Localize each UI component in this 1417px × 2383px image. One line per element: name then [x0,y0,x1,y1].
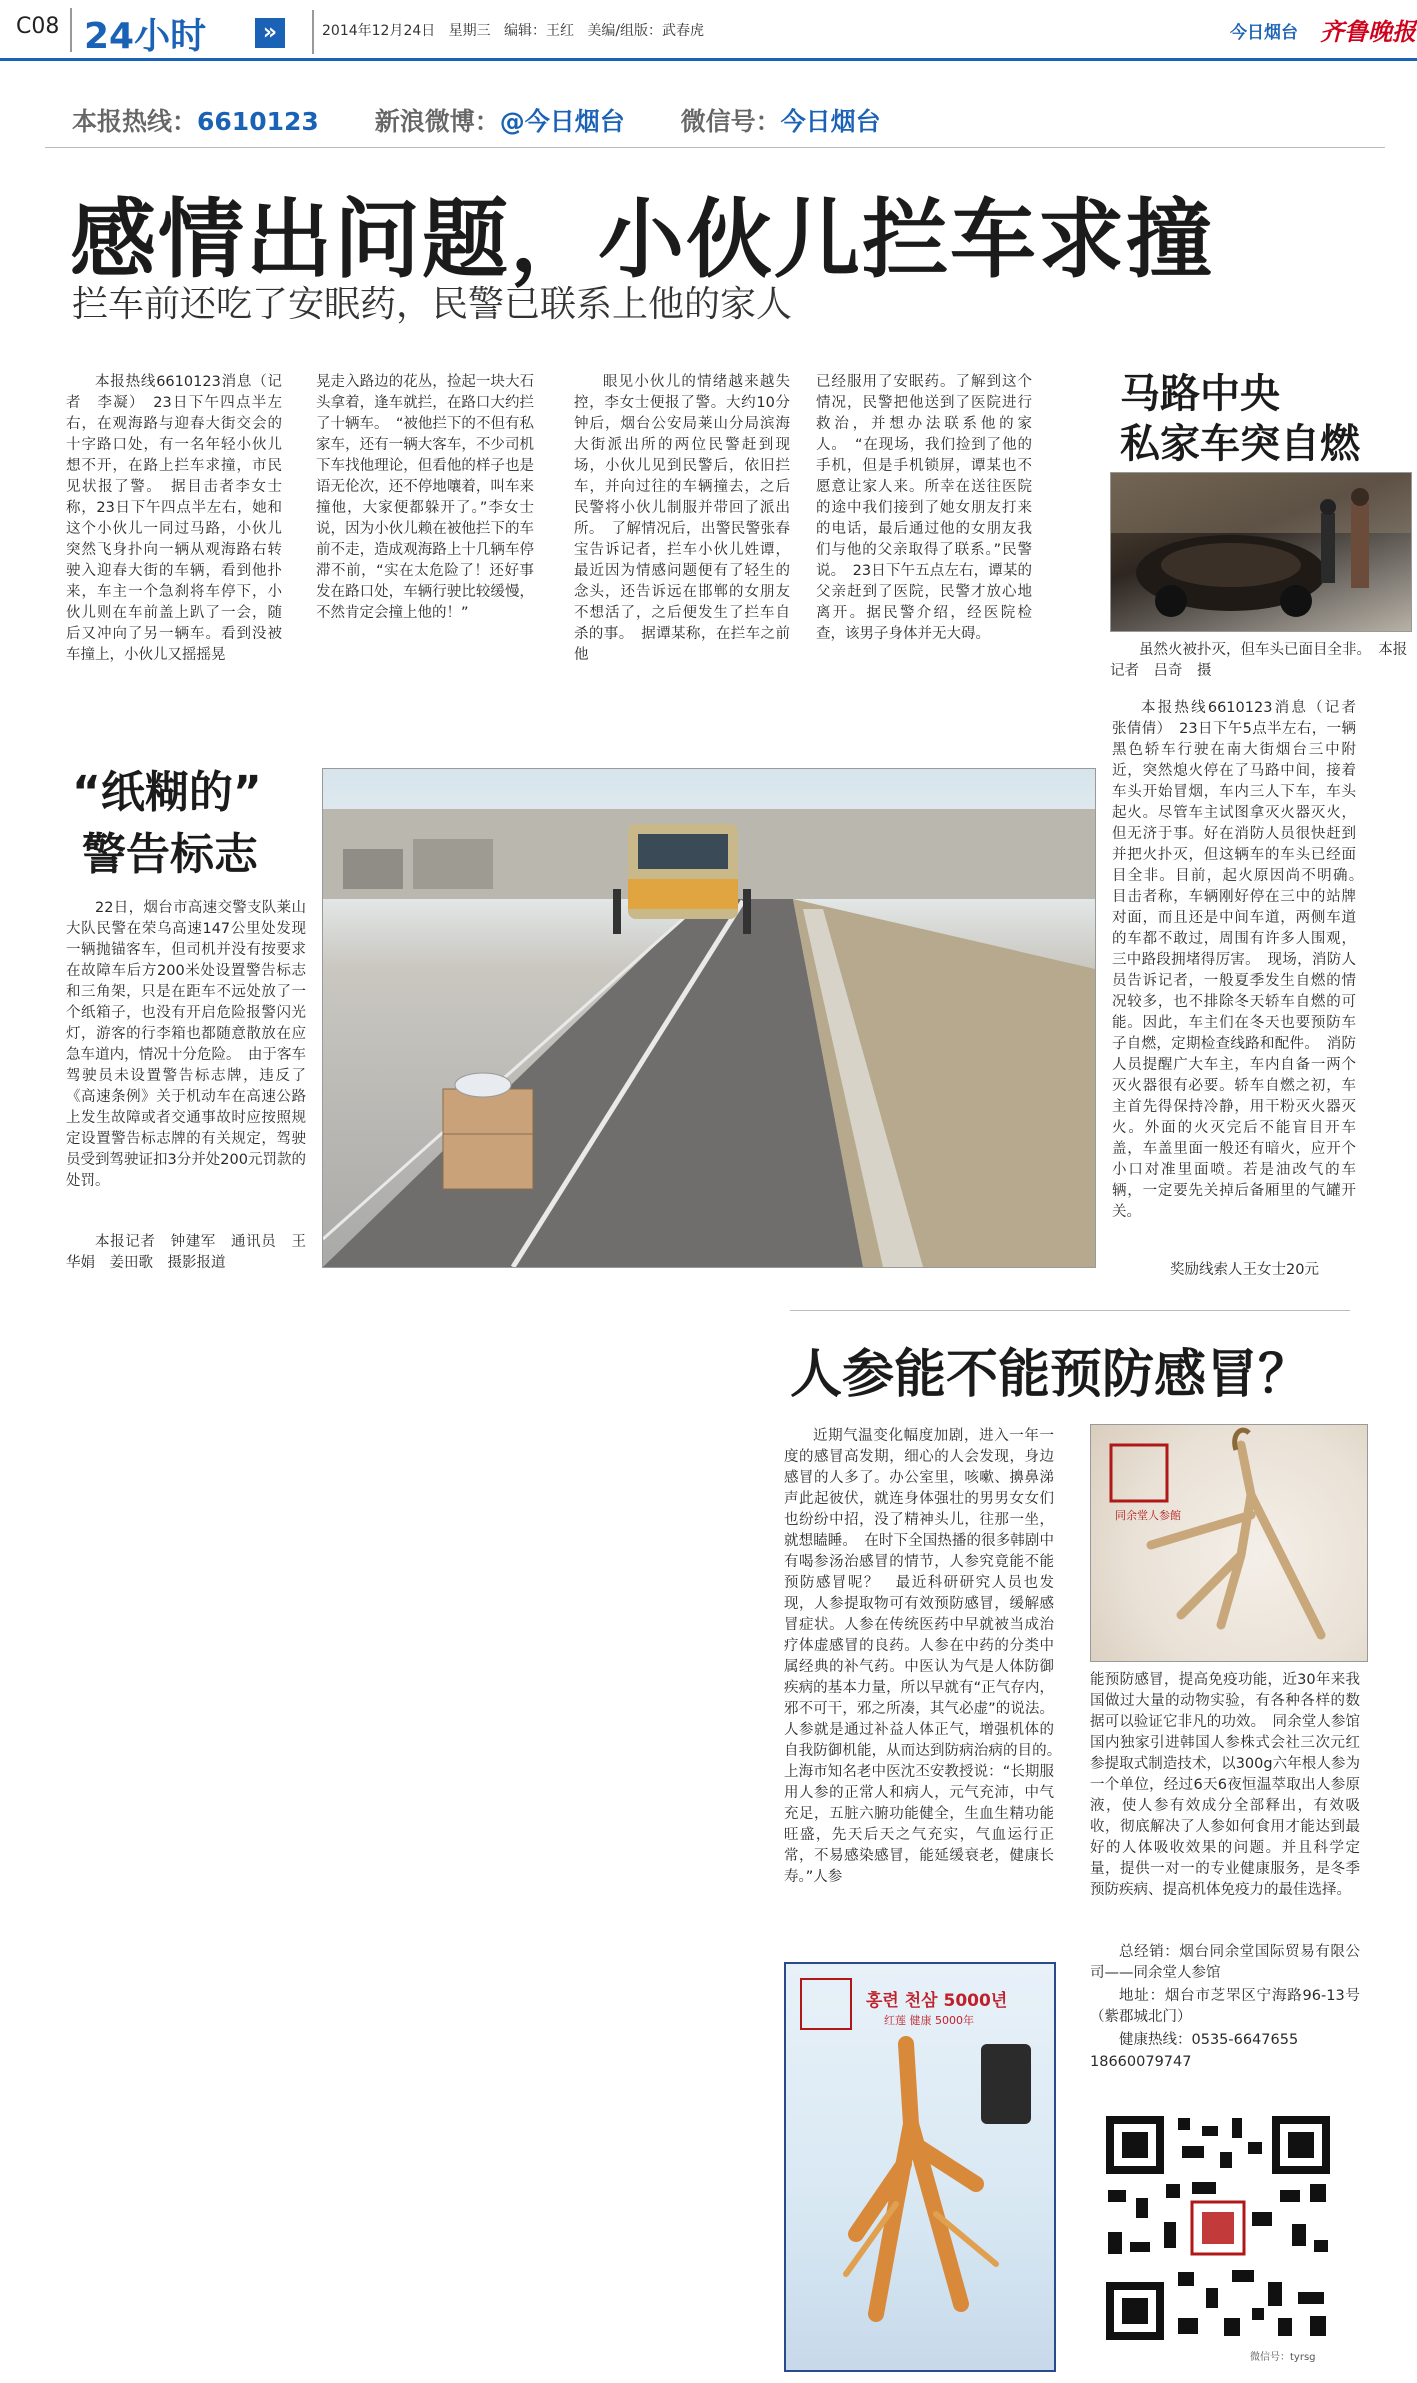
ginseng-address: 地址：烟台市芝罘区宁海路96-13号（紫郡城北门） [1090,1988,1360,2025]
ginseng-column-1: 近期气温变化幅度加剧，进入一年一度的感冒高发期，细心的人会发现，身边感冒的人多了。办公室里，咳嗽、擤鼻涕声此起彼伏，就连身体强壮的男男女女们也纷纷中招，没了精神头儿，往那一坐，就想瞌睡。 在时下全国热播的很多韩剧中有喝参汤治感冒的情节，人参究竟能不能预防感冒呢？ 最近科研研究人员也发现，人参提取物可有效预防感冒，缓解感冒症状。人参在传统医药中早就被当成治疗体虚感冒的良药。人参在中药的分类中属经典的补气药。中医认为气是人体防御疾病的基本力量，所以早就有“正气存内，邪不可干，邪之所凑，其气必虚”的说法。人参就是通过补益人体正气，增强机体的自我防御机能，从而达到防病治病的目的。 上海市知名老中医沈丕安教授说：“长期服用人参的正常人和病人，元气充沛，中气充足，五脏六腑功能健全，生血生精功能旺盛，先天后天之气充实，气血运行正常，不易感染感冒，能延缓衰老，健康长寿。”人参 [784,1428,1069,1885]
editor: 编辑：王红 [503,23,574,39]
lead-column-4: 已经服用了安眠药。了解到这个情况，民警把他送到了医院进行救治，并想办法联系他的家人。 “在现场，我们捡到了他的手机，但是手机锁屏，谭某也不愿意让家人来。所幸在送往医院的途中我们接到了她女朋友打来的电话，最后通过他的女朋友我们与他的父亲取得了联系。”民警说。 23日下午五点左右，谭某的父亲赶到了医院，民警才放心地离开。据民警介绍，经医院检查，该男子身体并无大碍。 [816,374,1032,642]
warning-headline-1: “纸糊的” [72,767,262,818]
wechat-id: 今日烟台 [780,107,881,136]
page-number: C08 [16,14,60,39]
highway-photo [322,768,1096,1268]
ginseng-mobile: 18660079747 [1090,2054,1192,2070]
lead-column-3: 眼见小伙儿的情绪越来越失控，李女士便报了警。大约10分钟后，烟台公安局莱山分局滨海大街派出所的两位民警赶到现场，小伙儿见到民警后，依旧拦车，并向过往的车辆撞去，之后民警将小伙儿制服并带回了派出所。 了解情况后，出警民警张春宝告诉记者，拦车小伙儿姓谭，最近因为情感问题便有了轻生的念头，还告诉远在邯郸的女朋友不想活了，之后便发生了拦车自杀的事。 据谭某称，在拦车之前他 [574,374,790,663]
car-fire-reward: 奖励线索人王女士20元 [1170,1262,1319,1278]
wechat-label: 微信号： [680,107,781,136]
car-fire-headline-1: 马路中央 [1120,371,1280,417]
paper-logo: 齐鲁晚报 [1320,17,1416,46]
burnt-car-illustration [1111,473,1411,631]
qr-caption: 微信号：tyrsg [1250,2352,1316,2363]
paper-tag: 今日烟台 [1230,23,1298,43]
ginseng-distributor: 总经销：烟台同余堂国际贸易有限公司——同余堂人参馆 [1090,1944,1360,1981]
qr-pattern [1102,2112,1334,2344]
contact-bar [72,102,881,138]
car-fire-photo [1110,472,1412,632]
car-fire-caption: 虽然火被扑灭，但车头已面目全非。 本报记者 吕奇 摄 [1110,642,1408,679]
ginseng-column-2: 能预防感冒，提高免疫功能，近30年来我国做过大量的动物实验，有各种各样的数据可以验证它非凡的功效。 同余堂人参馆国内独家引进韩国人参株式会社三次元红参提取式制造技术，以300g六年根人参为一个单位，经过6天6夜恒温萃取出人参原液，使人参有效成分全部释出，有效吸收，彻底解决了人参如何食用才能达到最好的人体吸收效果的问题。并且科学定量，提供一对一的专业健康服务，是冬季预防疾病、提高机体免疫力的最佳选择。 [1090,1672,1360,1898]
issue-weekday: 星期三 [448,23,491,39]
section-title: 24小时 [84,16,207,57]
hotline-label: 本报热线： [72,107,198,136]
weibo-label: 新浪微博： [374,107,500,136]
ginseng-hotline: 健康热线：0535-6647655 [1119,2032,1299,2048]
ginseng-seal: 同余堂人参館 [1115,1509,1181,1522]
ginseng-headline: 人参能不能预防感冒？ [790,1345,1311,1405]
hotline-number: 6610123 [197,107,319,136]
page-header [0,0,1417,62]
ad-banner: 홍련 천삼 5000년 [866,1991,1008,2011]
car-fire-headline-2: 私家车突自燃 [1120,421,1360,467]
lead-column-2: 晃走入路边的花丛，捡起一块大石头拿着，逢车就拦，在路口大约拦了十辆车。 “被他拦下的不但有私家车，还有一辆大客车，不少司机下车找他理论，但看他的样子也是语无伦次，还不停地嚷着，叫车来撞他，大家便都躲开了。”李女士说，因为小伙儿赖在被他拦下的车前不走，造成观海路上十几辆车停滞不前，“实在太危险了！还好事发在路口处，车辆行驶比较缓慢，不然肯定会撞上他的！” [316,374,534,621]
ginseng-photo [1090,1424,1368,1662]
section-arrow-icon: » [255,18,285,48]
wechat-qr-code [1102,2112,1334,2344]
issue-meta [322,20,704,40]
designer: 美编/组版：武春虎 [587,23,705,39]
ginseng-root-illustration [1091,1425,1367,1661]
car-fire-body: 本报热线6610123消息（记者 张倩倩） 23日下午5点半左右，一辆黑色轿车行驶在南大街烟台三中附近，突然熄火停在了马路中间，接着车头开始冒烟，车内三人下车，车头起火。尽管车主试图拿灭火器灭火，但无济于事。好在消防人员很快赶到并把火扑灭，但这辆车的车头已经面目全非。目前，起火原因尚不明确。 目击者称，车辆刚好停在三中的站牌对面，而且还是中间车道，两侧车道的车都不敢过，周围有许多人围观，三中路段拥堵得厉害。 现场，消防人员告诉记者，一般夏季发生自燃的情况较多，也不排除冬天轿车自燃的可能。因此，车主们在冬天也要预防车子自燃，定期检查线路和配件。 消防人员提醒广大车主，车内自备一两个灭火器很有必要。轿车自燃之初，车主首先得保持冷静，用干粉灭火器灭火。外面的火灭完后不能盲目开车盖，车盖里面一般还有暗火，应开个小口对准里面喷。若是油改气的车辆，一定要先关掉后备厢里的气罐开关。 [1112,700,1371,1220]
lead-column-1: 本报热线6610123消息（记者 李凝） 23日下午四点半左右，在观海路与迎春大街交会的十字路口处，有一名年轻小伙儿想不开，在路上拦车求撞，市民见状报了警。 据目击者李女士称，23日下午四点半左右，她和这个小伙儿一同过马路，小伙儿突然飞身扑向一辆从观海路右转驶入迎春大街的车辆，看到他扑来，车主一个急刹将车停下，小伙儿则在车前盖上趴了一会，随后又冲向了另一辆车。看到没被车撞上，小伙儿又摇摇晃 [66,374,282,663]
highway-illustration [323,769,1095,1267]
warning-headline-2: 警告标志 [82,829,258,880]
weibo-handle: @今日烟台 [499,107,625,136]
ad-sub-banner: 红莲 健康 5000年 [884,2014,974,2027]
ginseng-ad-poster [784,1962,1056,2372]
header-rule [0,58,1417,61]
warning-body: 22日，烟台市高速交警支队莱山大队民警在荣乌高速147公里处发现一辆抛锚客车，但司机并没有按要求在故障车后方200米处设置警告标志和三角架，只是在距车不远处放了一个纸箱子，也没有开启危险报警闪光灯，游客的行李箱也都随意散放在应急车道内，情况十分危险。 由于客车驾驶员未设置警告标志牌，违反了《高速条例》关于机动车在高速公路上发生故障或者交通事故时应按照规定设置警告标志牌的有关规定，驾驶员受到驾驶证扣3分并处200元罚款的处罚。 [66,900,306,1189]
warning-credit: 本报记者 钟建军 通讯员 王华娟 姜田歌 摄影报道 [66,1234,306,1271]
lead-headline: 感情出问题，小伙儿拦车求撞 [70,190,1214,290]
lead-subheadline: 拦车前还吃了安眠药，民警已联系上他的家人 [72,284,793,325]
ad-logo-icon [800,1978,852,2030]
ad-ginseng-root [786,2034,1054,2334]
issue-date: 2014年12月24日 [322,23,436,39]
